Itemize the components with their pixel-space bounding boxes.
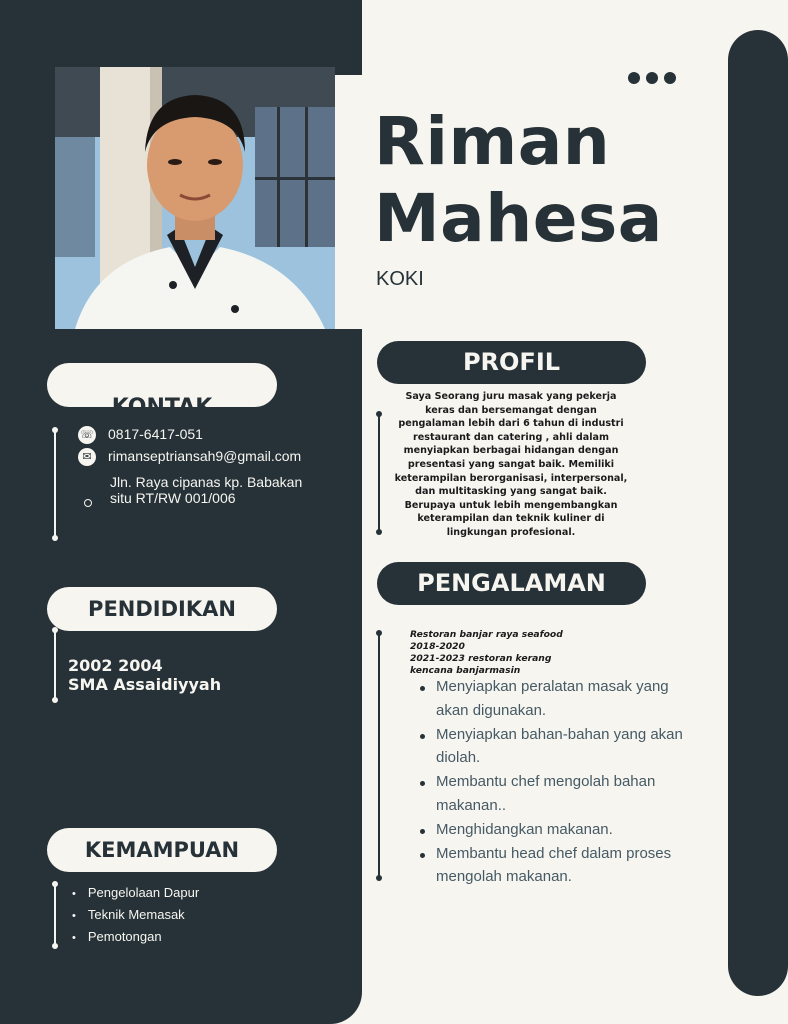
contact-phone: 0817-6417-051 bbox=[108, 426, 203, 442]
skill-item: • Teknik Memasak bbox=[72, 906, 199, 928]
experience-heading: PENGALAMAN bbox=[377, 562, 646, 605]
duty-item: Membantu head chef dalam proses mengolah makanan. bbox=[420, 842, 685, 890]
profile-timeline bbox=[378, 414, 380, 532]
profile-photo bbox=[55, 67, 335, 329]
contact-address-row bbox=[84, 474, 302, 507]
duty-item: Menyiapkan peralatan masak yang akan digunakan. bbox=[420, 675, 685, 723]
duty-item: Menghidangkan makanan. bbox=[420, 818, 685, 842]
education-timeline bbox=[54, 630, 56, 700]
duty-item: Membantu chef mengolah bahan makanan.. bbox=[420, 770, 685, 818]
education-entry bbox=[68, 656, 221, 694]
contact-heading: KONTAK bbox=[111, 395, 213, 420]
contact-heading-pill bbox=[47, 363, 277, 420]
profile-heading: PROFIL bbox=[377, 341, 646, 384]
phone-icon: ☏ bbox=[78, 426, 96, 444]
experience-timeline bbox=[378, 633, 380, 878]
experience-line: 2018-2020 bbox=[410, 641, 465, 652]
skills-timeline bbox=[54, 884, 56, 946]
mail-icon: ✉ bbox=[78, 448, 96, 466]
location-icon bbox=[84, 499, 92, 507]
skill-item: • Pemotongan bbox=[72, 928, 199, 950]
experience-line: Restoran banjar raya seafood bbox=[410, 629, 563, 640]
profile-photo-illustration bbox=[55, 67, 335, 329]
education-years: 2002 2004 bbox=[68, 656, 163, 675]
contact-email: rimanseptriansah9@gmail.com bbox=[108, 448, 302, 464]
contact-address-line2: situ RT/RW 001/006 bbox=[110, 490, 236, 506]
experience-duties-list bbox=[420, 675, 685, 889]
experience-line: 2021-2023 restoran kerang bbox=[410, 653, 552, 664]
contact-phone-row bbox=[78, 426, 203, 444]
first-name: Riman bbox=[374, 103, 611, 180]
contact-timeline bbox=[54, 430, 56, 538]
last-name: Mahesa bbox=[374, 180, 663, 257]
skill-item: • Pengelolaan Dapur bbox=[72, 884, 199, 906]
profile-summary: Saya Seorang juru masak yang pekerja keras dan bersemangat dengan pengalaman lebih dari 6 tahun di industri restaurant dan catering , ahli dalam menyiapkan berbagai hidangan dengan presentasi yang sangat baik. Memiliki keterampilan berorganisasi, interpersonal, dan multitasking yang sangat baik. Berupaya untuk lebih mengembangkan keterampilan dan teknik kuliner di lingkungan profesional. bbox=[394, 391, 628, 538]
right-decorative-bar bbox=[728, 30, 788, 996]
job-title: KOKI bbox=[376, 268, 424, 290]
more-dots-icon bbox=[628, 72, 676, 84]
education-school: SMA Assaidiyyah bbox=[68, 675, 222, 694]
experience-line: kencana banjarmasin bbox=[410, 665, 521, 676]
contact-email-row bbox=[78, 448, 301, 466]
experience-employers bbox=[410, 629, 563, 677]
skills-heading: KEMAMPUAN bbox=[47, 828, 277, 872]
duty-item: Menyiapkan bahan-bahan yang akan diolah. bbox=[420, 723, 685, 771]
education-heading: PENDIDIKAN bbox=[47, 587, 277, 631]
skills-list bbox=[72, 884, 199, 950]
contact-address-line1: Jln. Raya cipanas kp. Babakan bbox=[110, 474, 303, 490]
